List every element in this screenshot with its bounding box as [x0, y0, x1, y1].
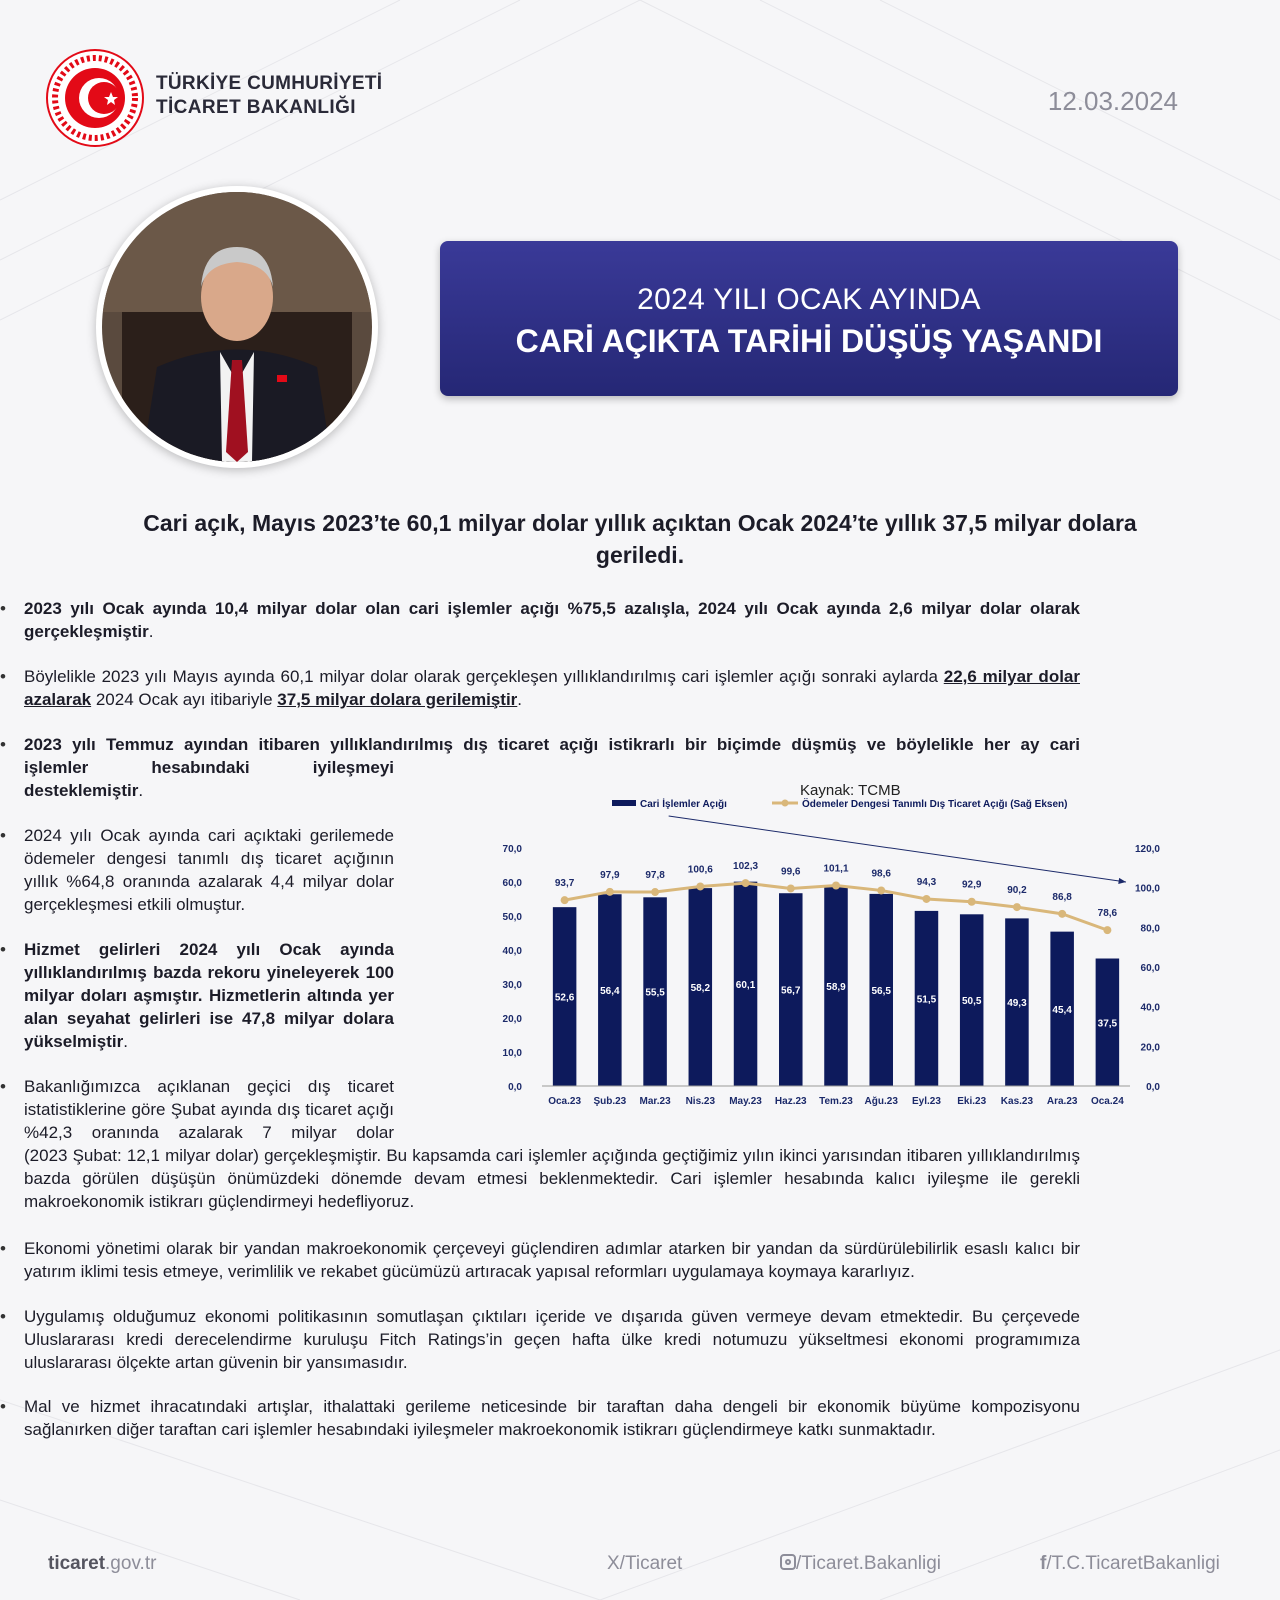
legend-bar-swatch [612, 800, 636, 806]
y-right-tick: 20,0 [1140, 1042, 1160, 1054]
x-tick-label: Oca.24 [1090, 1096, 1124, 1107]
bullet-5-end: . [123, 1032, 128, 1051]
legend-line-marker [782, 800, 789, 807]
footer-website-rest: .gov.tr [105, 1553, 157, 1574]
bullet-2-text-b: 2024 Ocak ayı itibariyle [91, 690, 278, 709]
line-value-label: 97,8 [645, 870, 665, 882]
bar-value-label: 56,7 [781, 985, 801, 997]
x-tick-label: Haz.23 [774, 1096, 807, 1107]
chart [500, 782, 1190, 1112]
ministry-logo [45, 48, 145, 148]
line-point [696, 882, 704, 890]
bar-value-label: 55,5 [645, 987, 665, 999]
footer-website-bold: ticaret [48, 1553, 106, 1574]
bar-value-label: 37,5 [1097, 1018, 1118, 1030]
line-value-label: 97,9 [600, 869, 620, 881]
y-left-tick: 40,0 [502, 946, 522, 957]
organization-name [156, 72, 382, 120]
line-value-label: 90,2 [1007, 885, 1027, 897]
bullet-8 [0, 1305, 1080, 1374]
y-right-tick: 60,0 [1140, 963, 1160, 974]
footer-facebook-link[interactable] [1040, 1553, 1220, 1575]
bullet-8-text: • Uygulamış olduğumuz ekonomi politikasının somutlaşan çıktıları içeride ve dışarıda güven vermeye devam etmektedir. Bu çerçevede Uluslararası kredi derecelendirme kuruluşu Fitch Ratings’in geçen hafta ülke kredi notumuzu yükseltmesi ekonomi programımıza uluslararası ölçekte artan güvenin bir yansımasıdır. [24, 1307, 1080, 1372]
bullet-4-text: • 2024 yılı Ocak ayında cari açıktaki gerilemede ödemeler dengesi tanımlı dış ticaret açığının yıllık %64,8 oranında azalarak 4,4 milyar dolar gerçekleşmesi etkili olmuştur. [24, 826, 394, 914]
x-tick-label: Oca.23 [548, 1096, 582, 1107]
bullet-1-bold: 2023 yılı Ocak ayında 10,4 milyar dolar olan cari işlemler açığı %75,5 azalışla, 2024 yılı Ocak ayında 2,6 milyar dolar olarak gerçekleşmiştir [24, 599, 1080, 641]
line-point [1103, 926, 1111, 934]
bullet-3-end: . [138, 781, 144, 800]
bullet-7 [0, 1237, 1080, 1283]
x-tick-label: Eki.23 [957, 1096, 987, 1107]
x-tick-label: Tem.23 [819, 1096, 853, 1107]
title-banner [440, 241, 1178, 396]
bar-value-label: 50,5 [961, 996, 982, 1008]
line-point [1058, 910, 1066, 918]
y-left-tick: 30,0 [502, 980, 522, 991]
y-left-tick: 50,0 [502, 912, 522, 923]
chart-source: Kaynak: TCMB [800, 782, 901, 799]
line-value-label: 93,7 [554, 878, 575, 890]
bar-value-label: 56,4 [600, 986, 620, 998]
banner-line-1: 2024 YILI OCAK AYINDA [637, 283, 981, 316]
line-point [1013, 903, 1021, 911]
line-point [787, 884, 795, 892]
x-tick-label: Kas.23 [1000, 1096, 1034, 1107]
bullet-3-line-1: • 2023 yılı Temmuz ayından itibaren yıllıklandırılmış dış ticaret açığı istikrarlı bir biçimde düşmüş ve böylelikle her ay cari [24, 735, 1080, 754]
legend-bar-label: Cari İşlemler Açığı [640, 799, 727, 810]
line-value-label: 98,6 [871, 868, 891, 880]
footer-x-link[interactable] [607, 1553, 682, 1575]
bullet-2 [0, 665, 1080, 711]
line-value-label: 100,6 [687, 864, 713, 876]
bullet-6-wide: (2023 Şubat: 12,1 milyar dolar) gerçekleşmiştir. Bu kapsamda cari işlemler açığında geçtiğimiz yılın ikinci yarısından itibaren yıllıklandırılmış bazda görülen düşüşün önümüzdeki dönemde devam etmesi beklenmektedir. Cari işlemler hesabında kalıcı iyileşme ile gerekli makroekonomik istikrarı güçlendirmeyi hedefliyoruz. [24, 1146, 1080, 1211]
banner-line-2: CARİ AÇIKTA TARİHİ DÜŞÜŞ YAŞANDI [515, 323, 1103, 359]
x-tick-label: Nis.23 [685, 1096, 716, 1107]
line-value-label: 78,6 [1097, 908, 1118, 920]
bar-value-label: 49,3 [1007, 998, 1027, 1010]
org-line-2: TİCARET BAKANLIĞI [156, 97, 356, 118]
bullet-9-text: • Mal ve hizmet ihracatındaki artışlar, ithalattaki gerileme neticesinde bir taraftan daha dengeli bir ekonomik büyüme kompozisyonu sağlanırken diğer taraftan cari işlemler hesabındaki iyileşmeler makroekonomik istikrarı güçlendirmeye katkı sunmaktadır. [24, 1397, 1080, 1439]
line-point [651, 888, 659, 896]
instagram-icon [780, 1554, 796, 1570]
bullet-6-narrow: • Bakanlığımızca açıklanan geçici dış ticaret istatistiklerine göre Şubat ayında dış ticaret açığı %42,3 oranında azalarak 7 milyar dolar [24, 1077, 394, 1142]
y-left-tick: 70,0 [502, 844, 522, 855]
chart-svg [500, 782, 1190, 1112]
bullet-2-end: . [517, 690, 523, 709]
bar-value-label: 51,5 [916, 994, 937, 1006]
line-point [832, 881, 840, 889]
bullet-5 [0, 938, 394, 1053]
bullet-1-end: . [148, 622, 154, 641]
y-right-tick: 100,0 [1134, 883, 1160, 895]
bullet-1 [0, 597, 1080, 643]
date: 12.03.2024 [1047, 86, 1178, 116]
line-value-label: 99,6 [781, 866, 801, 878]
line-value-label: 86,8 [1052, 891, 1072, 903]
line-point [561, 896, 569, 904]
minister-portrait [96, 186, 378, 468]
y-left-tick: 10,0 [502, 1048, 522, 1059]
bullet-7-text: • Ekonomi yönetimi olarak bir yandan makroekonomik çerçeveyi güçlendiren adımlar atarken bir yandan da sürdürülebilirlik esaslı kalıcı bir yatırım iklimi tesis etmeye, verimlilik ve rekabet gücümüzü artıracak yapısal reformları uygulamaya koymaya kararlıyız. [24, 1239, 1080, 1281]
y-right-tick: 40,0 [1140, 1002, 1160, 1014]
bar-value-label: 56,5 [871, 985, 891, 997]
line-point [606, 888, 614, 896]
footer-instagram-link[interactable] [780, 1553, 941, 1575]
y-left-tick: 0,0 [508, 1082, 522, 1093]
bar-value-label: 52,6 [554, 992, 575, 1004]
headline: Cari açık, Mayıs 2023’te 60,1 milyar dolar yıllık açıktan Ocak 2024’te yıllık 37,5 milyar dolara geriledi. [143, 510, 1137, 568]
bullet-5-bold: Hizmet gelirleri 2024 yılı Ocak ayında yıllıklandırılmış bazda rekoru yineleyerek 100 milyar doları aşmıştır. Hizmetlerin altında yer alan seyahat gelirleri ise 47,8 milyar dolara yükselmiştir [24, 940, 394, 1051]
line-point [742, 879, 750, 887]
y-left-tick: 20,0 [502, 1014, 522, 1025]
x-tick-label: Mar.23 [639, 1096, 671, 1107]
bullet-2-underline-1: 22,6 milyar dolar azalarak [24, 667, 1080, 709]
line-value-label: 94,3 [916, 876, 937, 888]
x-tick-label: May.23 [729, 1096, 762, 1107]
bar-value-label: 45,4 [1052, 1004, 1072, 1016]
bullet-4 [0, 824, 394, 916]
y-right-tick: 120,0 [1134, 844, 1160, 855]
bullet-9 [0, 1395, 1080, 1441]
facebook-handle: /T.C.TicaretBakanligi [1046, 1553, 1220, 1574]
org-line-1: TÜRKİYE CUMHURİYETİ [156, 73, 383, 94]
line-point [877, 886, 885, 894]
x-text: X/Ticaret [607, 1553, 683, 1574]
line-value-label: 92,9 [961, 879, 982, 891]
line-point [922, 895, 930, 903]
facebook-icon: f [1040, 1553, 1047, 1574]
trend-arrow-head [1118, 878, 1126, 884]
bullet-2-text-a: Böylelikle 2023 yılı Mayıs ayında 60,1 milyar dolar olarak gerçekleşen yıllıklandırılmış cari işlemler açığı sonraki aylarda [24, 667, 944, 686]
instagram-handle: /Ticaret.Bakanligi [796, 1553, 942, 1574]
bar-value-label: 60,1 [735, 979, 756, 991]
bar-value-label: 58,2 [690, 983, 711, 995]
line-value-label: 101,1 [823, 863, 849, 875]
y-left-tick: 60,0 [502, 878, 522, 889]
y-right-tick: 80,0 [1140, 923, 1160, 935]
line-point [968, 898, 976, 906]
x-tick-label: Eyl.23 [912, 1096, 941, 1107]
y-right-tick: 0,0 [1146, 1082, 1160, 1093]
bullet-3-line-3: desteklemiştir [24, 781, 139, 800]
line-value-label: 102,3 [733, 861, 759, 873]
x-tick-label: Şub.23 [593, 1096, 627, 1107]
bullet-3-line-2: işlemler hesabındaki iyileşmeyi [24, 758, 394, 777]
bar-value-label: 58,9 [826, 981, 846, 993]
x-tick-label: Ara.23 [1046, 1096, 1078, 1107]
bullet-2-underline-2: 37,5 milyar dolara gerilemiştir [277, 690, 518, 709]
x-tick-label: Ağu.23 [864, 1096, 898, 1107]
footer-website[interactable] [48, 1553, 156, 1575]
legend-line-label: Ödemeler Dengesi Tanımlı Dış Ticaret Açığı (Sağ Eksen) [802, 799, 1068, 810]
